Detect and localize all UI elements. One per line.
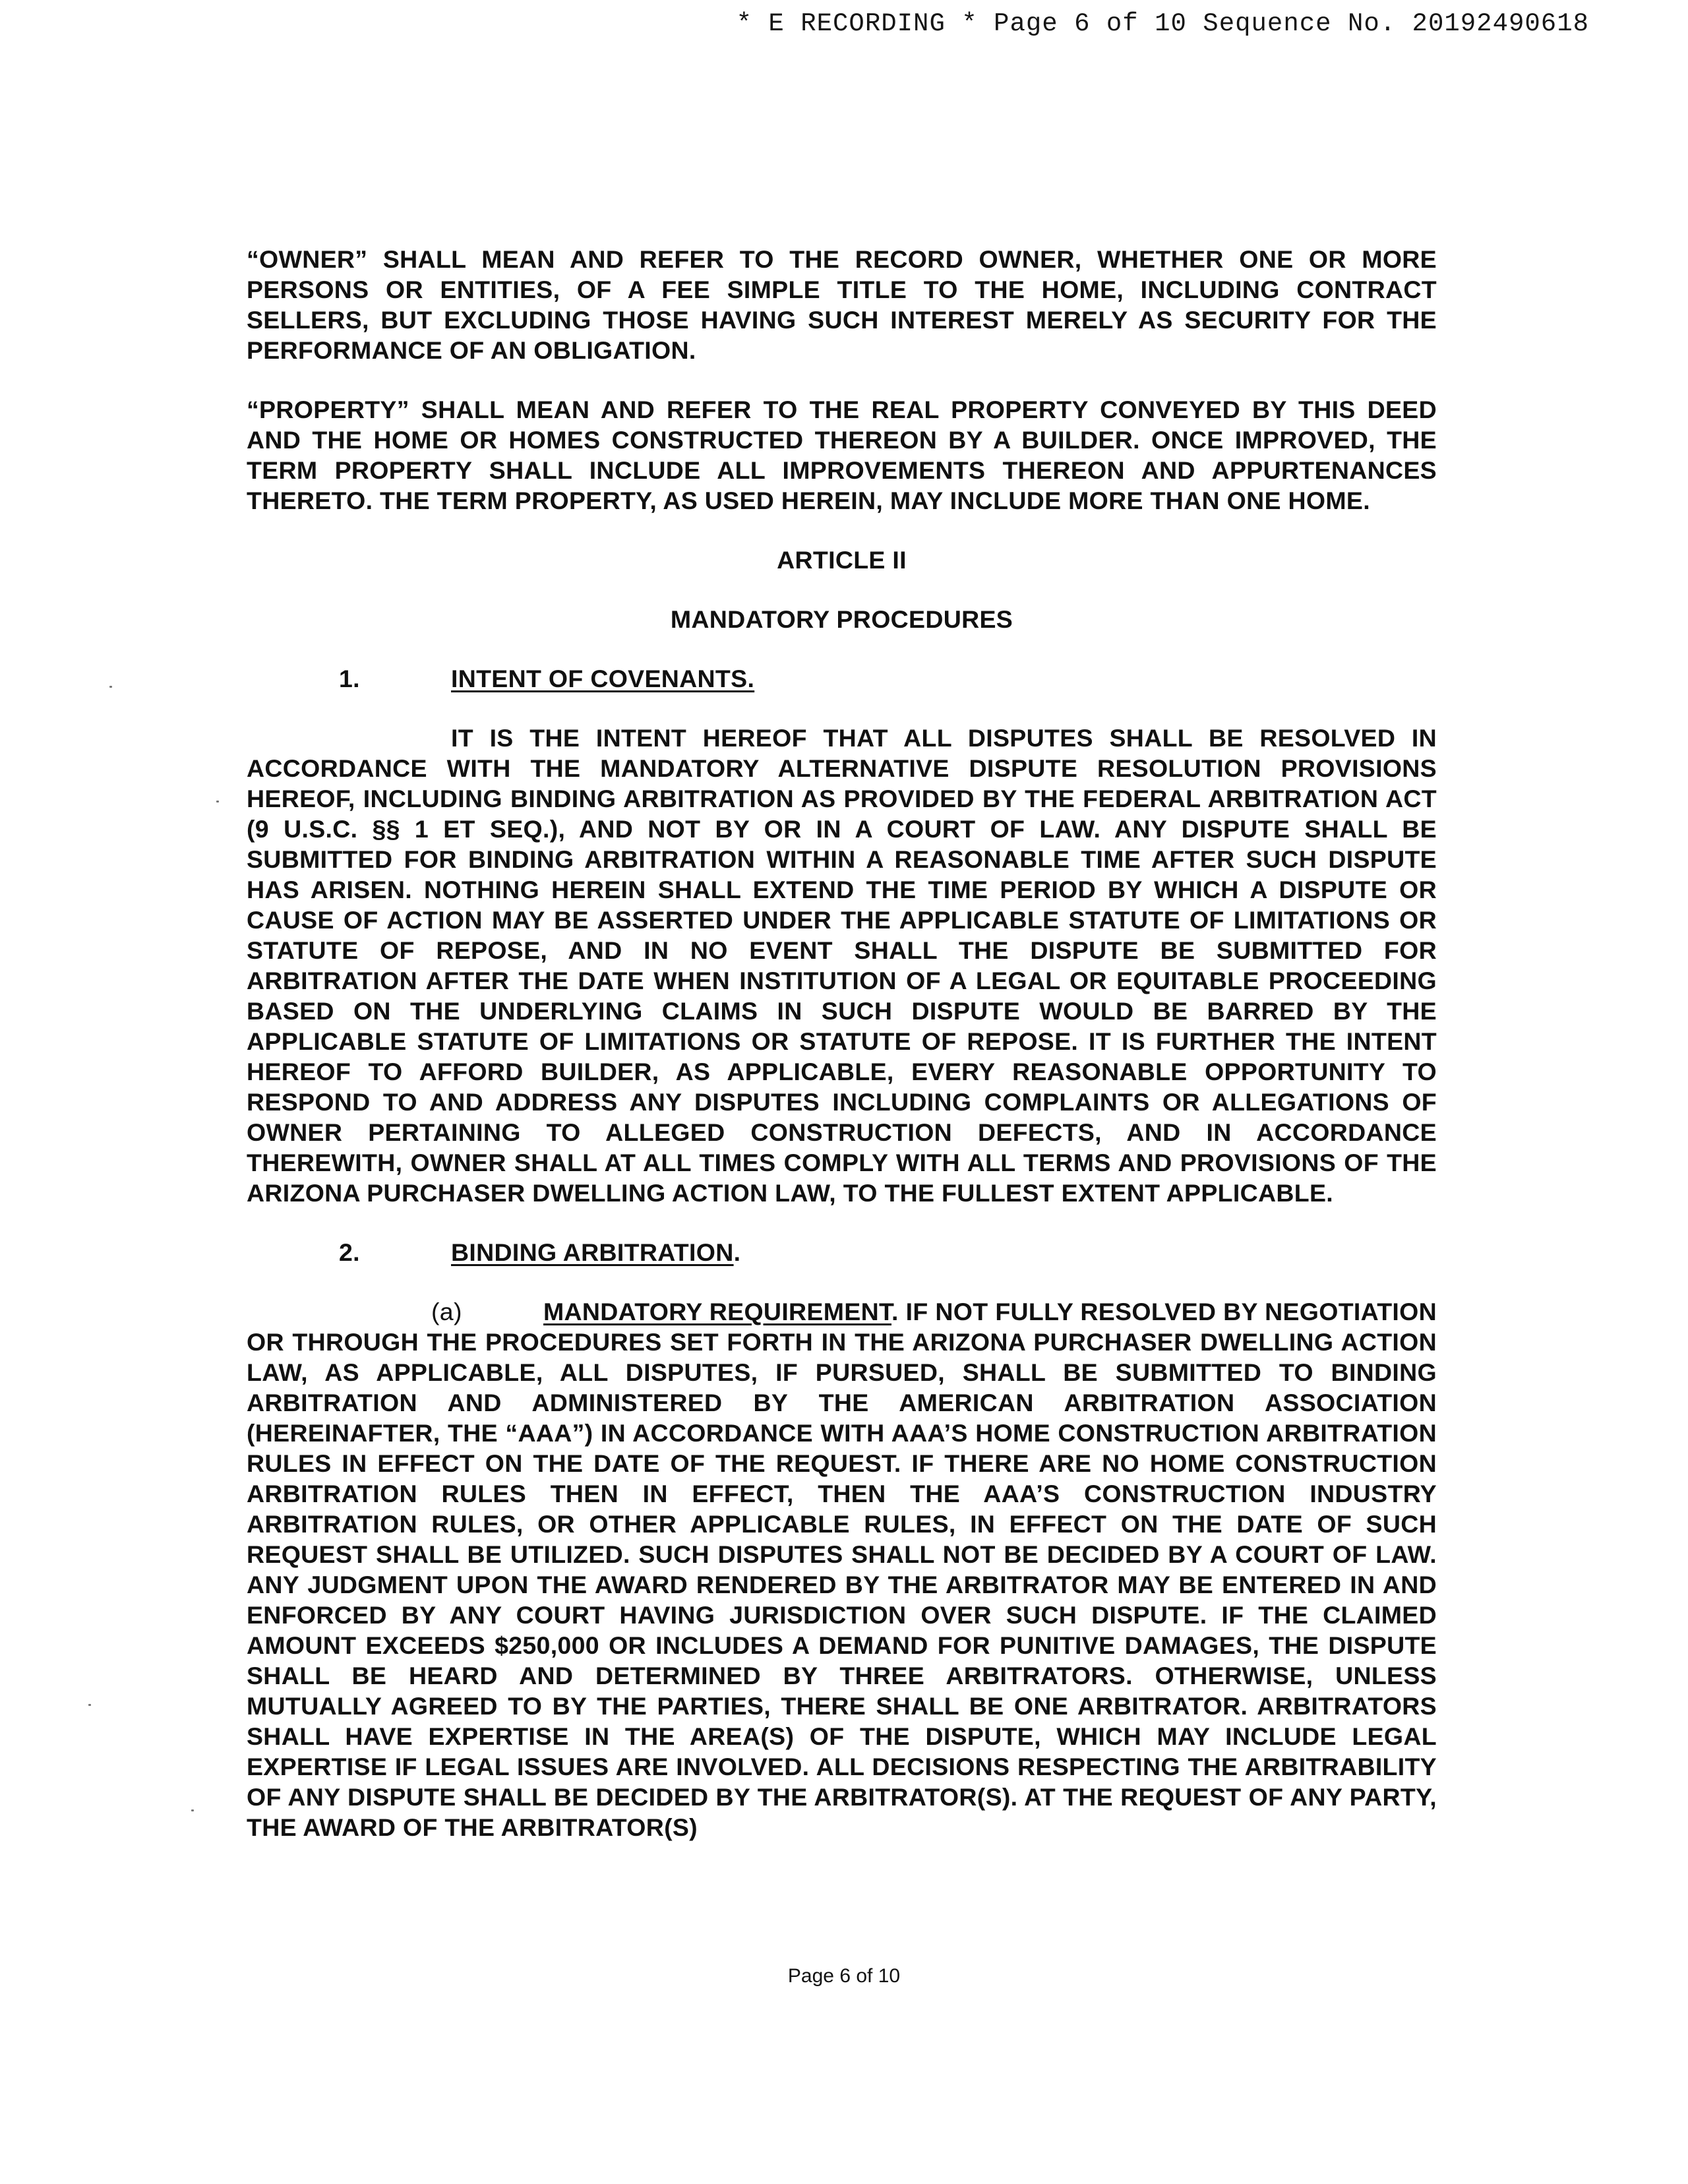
definition-property: “PROPERTY” SHALL MEAN AND REFER TO THE REAL PROPERTY CONVEYED BY THIS DEED AND THE HOME OR HOMES CONSTRUCTED THEREON BY A BUILDER. ONCE IMPROVED, THE TERM PROPERTY SHALL INCLUDE ALL IMPROVEMENTS THEREON AND APPURTENANCES THERETO. THE TERM PROPERTY, AS USED HEREIN, MAY INCLUDE MORE THAN ONE HOME. [247,396,1437,514]
article-subtitle: MANDATORY PROCEDURES [670,605,1013,633]
recording-stamp: * E RECORDING * Page 6 of 10 Sequence No. 20192490618 [736,9,1589,38]
article-title: ARTICLE II [777,546,907,574]
subsection-a [247,1296,1437,1842]
definition-owner: “OWNER” SHALL MEAN AND REFER TO THE RECORD OWNER, WHETHER ONE OR MORE PERSONS OR ENTITIES, OF A FEE SIMPLE TITLE TO THE HOME, INCLUDING CONTRACT SELLERS, BUT EXCLUDING THOSE HAVING SUCH INTEREST MERELY AS SECURITY FOR THE PERFORMANCE OF AN OBLIGATION. [247,245,1437,364]
section-title-suffix: . [733,1238,741,1266]
section-1-heading [247,663,1437,694]
section-1-body: IT IS THE INTENT HEREOF THAT ALL DISPUTES SHALL BE RESOLVED IN ACCORDANCE WITH THE MANDATORY ALTERNATIVE DISPUTE RESOLUTION PROVISIONS HEREOF, INCLUDING BINDING ARBITRATION AS PROVIDED BY THE FEDERAL ARBITRATION ACT (9 U.S.C. §§ 1 ET SEQ.), AND NOT BY OR IN A COURT OF LAW. ANY DISPUTE SHALL BE SUBMITTED FOR BINDING ARBITRATION WITHIN A REASONABLE TIME AFTER SUCH DISPUTE HAS ARISEN. NOTHING HEREIN SHALL EXTEND THE TIME PERIOD BY WHICH A DISPUTE OR CAUSE OF ACTION MAY BE ASSERTED UNDER THE APPLICABLE STATUTE OF LIMITATIONS OR STATUTE OF REPOSE, AND IN NO EVENT SHALL THE DISPUTE BE SUBMITTED FOR ARBITRATION AFTER THE DATE WHEN INSTITUTION OF A LEGAL OR EQUITABLE PROCEEDING BASED ON THE UNDERLYING CLAIMS IN SUCH DISPUTE WOULD BE BARRED BY THE APPLICABLE STATUTE OF LIMITATIONS OR STATUTE OF REPOSE. IT IS FURTHER THE INTENT HEREOF TO AFFORD BUILDER, AS APPLICABLE, EVERY REASONABLE OPPORTUNITY TO RESPOND TO AND ADDRESS ANY DISPUTES INCLUDING COMPLAINTS OR ALLEGATIONS OF OWNER PERTAINING TO ALLEGED CONSTRUCTION DEFECTS, AND IN ACCORDANCE THEREWITH, OWNER SHALL AT ALL TIMES COMPLY WITH ALL TERMS AND PROVISIONS OF THE ARIZONA PURCHASER DWELLING ACTION LAW, TO THE FULLEST EXTENT APPLICABLE. [247,724,1437,1207]
subsection-title-suffix: . [891,1298,899,1325]
scan-speck [88,1704,91,1706]
subsection-title: MANDATORY REQUIREMENT [543,1298,892,1325]
section-title: INTENT OF COVENANTS. [451,665,755,692]
scan-speck [216,801,219,803]
section-number: 1. [339,665,360,692]
subsection-label: (a) [431,1298,462,1325]
section-2-heading [247,1237,1437,1267]
section-number: 2. [339,1238,360,1266]
subsection-body: IF NOT FULLY RESOLVED BY NEGOTIATION OR THROUGH THE PROCEDURES SET FORTH IN THE ARIZONA PURCHASER DWELLING ACTION LAW, AS APPLICABLE, ALL DISPUTES, IF PURSUED, SHALL BE SUBMITTED TO BINDING ARBITRATION AND ADMINISTERED BY THE AMERICAN ARBITRATION ASSOCIATION (HEREINAFTER, THE “AAA”) IN ACCORDANCE WITH AAA’S HOME CONSTRUCTION ARBITRATION RULES IN EFFECT ON THE DATE OF THE REQUEST. IF THERE ARE NO HOME CONSTRUCTION ARBITRATION RULES THEN IN EFFECT, THEN THE AAA’S CONSTRUCTION INDUSTRY ARBITRATION RULES, OR OTHER APPLICABLE RULES, IN EFFECT ON THE DATE OF SUCH REQUEST SHALL BE UTILIZED. SUCH DISPUTES SHALL NOT BE DECIDED BY A COURT OF LAW. ANY JUDGMENT UPON THE AWARD RENDERED BY THE ARBITRATOR MAY BE ENTERED IN AND ENFORCED BY ANY COURT HAVING JURISDICTION OVER SUCH DISPUTE. IF THE CLAIMED AMOUNT EXCEEDS $250,000 OR INCLUDES A DEMAND FOR PUNITIVE DAMAGES, THE DISPUTE SHALL BE HEARD AND DETERMINED BY THREE ARBITRATORS. OTHERWISE, UNLESS MUTUALLY AGREED TO BY THE PARTIES, THERE SHALL BE ONE ARBITRATOR. ARBITRATORS SHALL HAVE EXPERTISE IN THE AREA(S) OF THE DISPUTE, WHICH MAY INCLUDE LEGAL EXPERTISE IF LEGAL ISSUES ARE INVOLVED. ALL DECISIONS RESPECTING THE ARBITRABILITY OF ANY DISPUTE SHALL BE DECIDED BY THE ARBITRATOR(S). AT THE REQUEST OF ANY PARTY, THE AWARD OF THE ARBITRATOR(S) [247,1298,1437,1841]
scan-speck [109,686,112,688]
scan-speck [191,1809,194,1811]
document-body [247,244,1437,1842]
section-title-wrapper [451,1237,740,1267]
page-number-footer: Page 6 of 10 [787,1965,901,1987]
section-title: BINDING ARBITRATION [451,1238,734,1266]
